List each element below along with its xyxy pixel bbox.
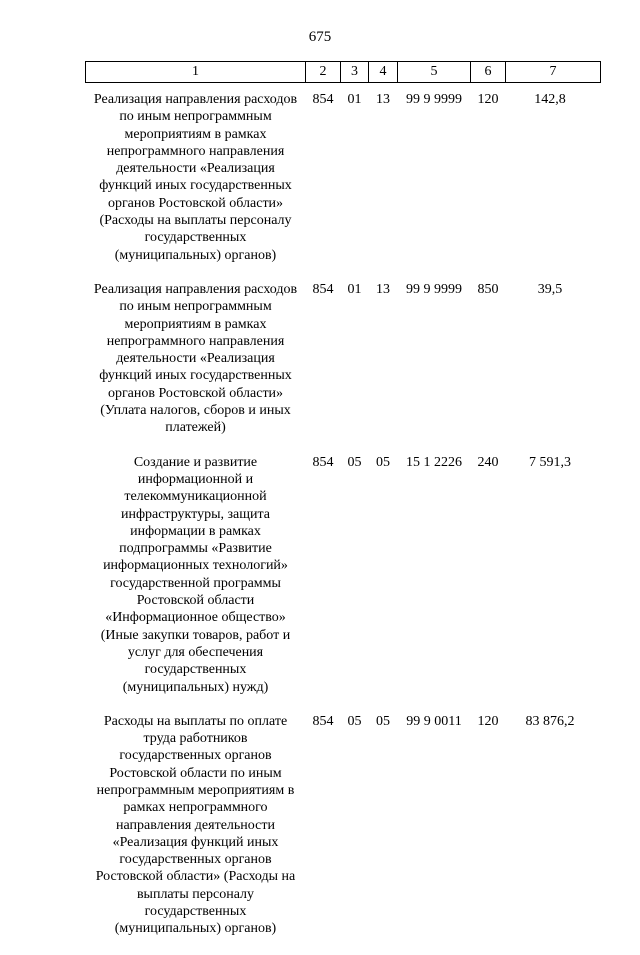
- row-ministry-code: 854: [312, 713, 334, 729]
- row-subsection-code: 05: [376, 713, 390, 729]
- row-subsection-code: 13: [376, 92, 390, 107]
- row-target-item-code: 99 9 0011: [406, 713, 462, 729]
- table-row: [86, 281, 601, 454]
- table-row: [86, 454, 601, 713]
- row-section-code: 05: [347, 713, 362, 729]
- row-amount: 7 591,3: [529, 454, 571, 470]
- row-description: Реализация направления расходов по иным непрограммным мероприятиям в рамках непрограммного направления деятельности «Реализация функций иных государственных органов Ростовской области» (Уплата налогов, сборов и иных платежей): [93, 281, 298, 436]
- row-amount: 142,8: [534, 92, 566, 107]
- row-description: Создание и развитие информационной и телекоммуникационной инфраструктуры, защита информации в рамках подпрограммы «Развитие информационных технологий» государственной программы Ростовской области «Информационное общество» (Иные закупки товаров, работ и услуг для обеспечения государственных (муниципальных) нужд): [100, 454, 291, 695]
- row-ministry-code: 854: [312, 281, 334, 297]
- column-header: 6: [471, 62, 506, 83]
- row-subsection-code: 05: [376, 454, 390, 470]
- budget-table: [85, 61, 601, 955]
- row-section-code: 05: [347, 454, 362, 470]
- column-header: 2: [306, 62, 341, 83]
- row-section-code: 01: [347, 92, 362, 107]
- table-row: [86, 713, 601, 955]
- row-expense-type-code: 850: [477, 281, 499, 297]
- row-subsection-code: 13: [376, 281, 390, 297]
- column-header: 3: [341, 62, 369, 83]
- column-header: 4: [369, 62, 398, 83]
- row-target-item-code: 15 1 2226: [406, 454, 462, 470]
- row-amount: 83 876,2: [525, 713, 575, 729]
- row-description: Расходы на выплаты по оплате труда работников государственных органов Ростовской области по иным непрограммным мероприятиям в рамках непрограммного направления деятельности «Реализация функций иных государственных органов Ростовской области» (Расходы на выплаты персоналу государственных (муниципальных) органов): [95, 713, 296, 937]
- row-section-code: 01: [347, 281, 362, 297]
- row-amount: 39,5: [537, 281, 563, 297]
- row-ministry-code: 854: [312, 92, 334, 107]
- row-target-item-code: 99 9 9999: [406, 92, 462, 107]
- page-number: 675: [308, 29, 332, 45]
- table-header-row: [86, 62, 601, 83]
- table-row: [86, 83, 601, 281]
- column-header: 7: [506, 62, 601, 83]
- row-target-item-code: 99 9 9999: [406, 281, 462, 297]
- column-header: 1: [86, 62, 306, 83]
- row-expense-type-code: 240: [477, 454, 499, 470]
- column-header: 5: [398, 62, 471, 83]
- row-ministry-code: 854: [312, 454, 334, 470]
- row-expense-type-code: 120: [477, 92, 499, 107]
- row-expense-type-code: 120: [477, 713, 499, 729]
- row-description: Реализация направления расходов по иным непрограммным мероприятиям в рамках непрограммного направления деятельности «Реализация функций иных государственных органов Ростовской области» (Расходы на выплаты персоналу государственных (муниципальных) органов): [93, 92, 298, 263]
